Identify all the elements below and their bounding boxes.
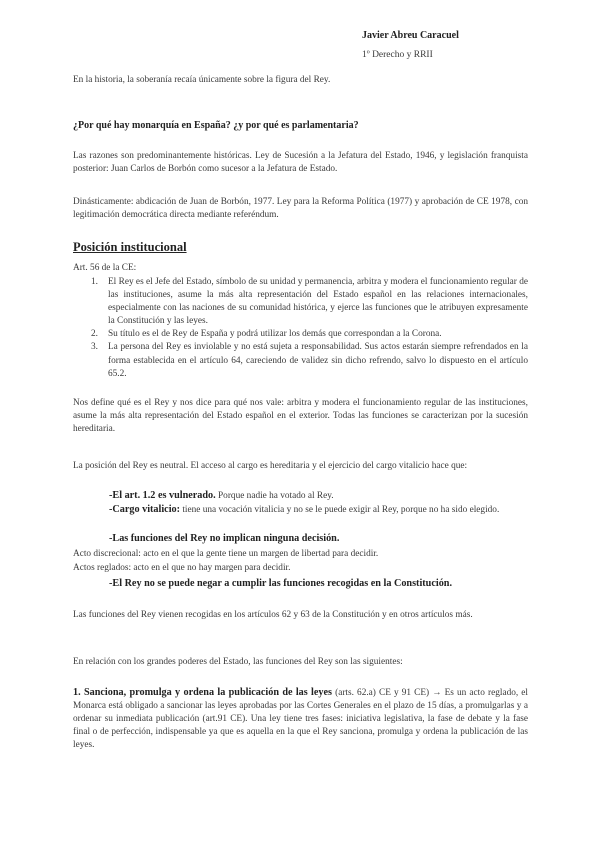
point-text: Porque nadie ha votado al Rey. (215, 491, 334, 501)
list-item (80, 341, 528, 380)
list-number: 1. (91, 277, 98, 287)
article-reference: Art. 56 de la CE: (73, 263, 137, 273)
point-bold: -El Rey no se puede negar a cumplir las funciones recogidas en la Constitución. (109, 578, 452, 589)
function-1-title: 1. Sanciona, promulga y ordena la publicación de las leyes (73, 687, 332, 698)
point-text: tiene una vocación vitalicia y no se le puede exigir al Rey, porque no ha sido elegido. (180, 505, 500, 515)
functions-intro: Las funciones del Rey vienen recogidas en los artículos 62 y 63 de la Constitución y en otros artículos más. (73, 610, 473, 620)
neutral-paragraph: La posición del Rey es neutral. El acceso al cargo es hereditaria y el ejercicio del cargo vitalicio hace que: (73, 461, 468, 471)
function-1-body: (arts. 62.a) CE y 91 CE) → Es un acto reglado, el Monarca está obligado a sancionar las leyes aprobadas por las Cortes Generales en el plazo de 15 días, a promulgarlas y a ordenar su inmediata publicación (art.91 CE). Una ley tiene tres fases: iniciativa legislativa, la fase de debate y la fase final o de perfección, indispensable ya que es aquella en la que el Rey sanciona, promulga y ordena la publicación de las leyes. (73, 688, 529, 751)
list-number: 3. (91, 342, 98, 353)
dynastic-paragraph: Dinásticamente: abdicación de Juan de Borbón, 1977. Ley para la Reforma Política (1977) y aprobación de CE 1978, con legitimación democrática directa mediante referéndum. (73, 197, 528, 221)
point-bold: -Cargo vitalicio: (109, 504, 181, 515)
intro-paragraph: En la historia, la soberanía recaía únicamente sobre la figura del Rey. (73, 75, 331, 85)
list-item (80, 276, 528, 328)
point-funciones (73, 532, 564, 546)
list-text: Su título es el de Rey de España y podrá utilizar los demás que correspondan a la Corona. (108, 329, 442, 340)
function-1-paragraph (73, 686, 528, 752)
point-no-negar (73, 577, 564, 591)
list-text: La persona del Rey es inviolable y no está sujeta a responsabilidad. Sus actos estarán siempre refrendados en la forma establecida en el artículo 64, careciendo de validez sin dicho refrendo, salvo lo dispuesto en el artículo 65.2. (108, 342, 528, 379)
definition-paragraph: Nos define qué es el Rey y nos dice para qué nos vale: arbitra y modera el funcionamiento regular de las instituciones, asume la más alta representación del Estado español en el exterior. Todas las funciones se caracterizan por la sucesión hereditaria. (73, 398, 528, 435)
point-bold: -El art. 1.2 es vulnerado. (109, 490, 216, 501)
question-heading: ¿Por qué hay monarquía en España? ¿y por qué es parlamentaria? (73, 120, 359, 131)
actos-reglados: Actos reglados: acto en el que no hay margen para decidir. (73, 563, 291, 573)
reasons-paragraph: Las razones son predominantemente históricas. Ley de Sucesión a la Jefatura del Estado, 1946, y legislación franquista posterior: Juan Carlos de Borbón como sucesor a la Jefatura de Estado. (73, 151, 528, 175)
article-list (80, 276, 528, 381)
acto-discrecional: Acto discrecional: acto en el que la gente tiene un margen de libertad para decidir. (73, 549, 379, 559)
point-vulnerado (73, 489, 564, 503)
author-name: Javier Abreu Caracuel (362, 30, 459, 41)
list-text: El Rey es el Jefe del Estado, símbolo de su unidad y permanencia, arbitra y modera el funcionamiento regular de las instituciones, asume la más alta representación del Estado español en las relaciones internacionales, especialmente con las naciones de su comunidad histórica, y ejerce las funciones que le atribuyen expresamente la Constitución y las leyes. (108, 277, 528, 327)
course-label: 1º Derecho y RRII (362, 50, 433, 60)
list-item (80, 328, 528, 341)
list-number: 2. (91, 329, 98, 340)
powers-intro: En relación con los grandes poderes del Estado, las funciones del Rey son las siguientes: (73, 657, 403, 667)
point-bold: -Las funciones del Rey no implican ninguna decisión. (109, 533, 340, 544)
section-heading: Posición institucional (73, 240, 187, 254)
point-vitalicio (73, 503, 528, 517)
